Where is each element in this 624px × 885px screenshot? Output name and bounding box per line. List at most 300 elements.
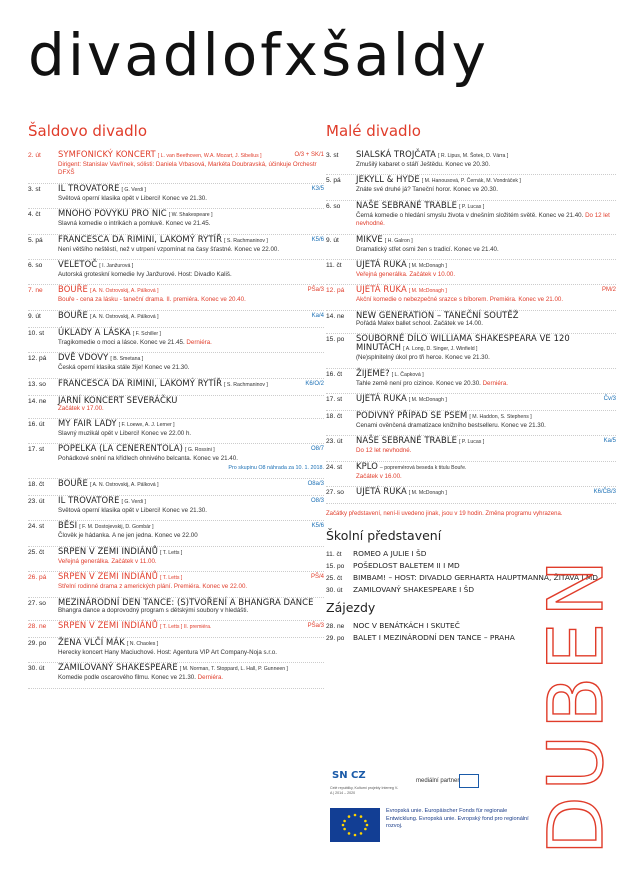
event-title: NEW GENERATION – TANEČNÍ SOUTĚŽ bbox=[356, 309, 519, 320]
event-description-text: Slavný muzikál opět v Liberci! Konec ve 22.00 h. bbox=[58, 430, 192, 438]
event-credit: [ M. McDonagh ] bbox=[408, 263, 447, 270]
event-day: 28. ne bbox=[28, 622, 47, 630]
event-headline bbox=[58, 621, 324, 632]
event-item bbox=[28, 638, 324, 657]
event-description bbox=[356, 161, 616, 169]
event-title: MIKVE bbox=[356, 233, 383, 244]
event-group-note: Pro skupinu O8 náhrada za 10. 1. 2018. bbox=[228, 464, 324, 471]
event-title: ŽENA VLČÍ MÁK bbox=[58, 636, 125, 647]
event-subscription-code: K6/O/2 bbox=[305, 380, 324, 387]
event-item bbox=[28, 479, 324, 490]
event-description bbox=[356, 422, 616, 430]
event-day: 16. út bbox=[28, 421, 45, 429]
event-credit: [ P. Lucas ] bbox=[458, 203, 485, 210]
event-headline bbox=[356, 411, 616, 422]
event-day: 16. čt bbox=[326, 370, 343, 378]
event-description bbox=[58, 583, 324, 591]
event-item bbox=[28, 379, 324, 390]
event-description-text: Autorská groteskní komedie Ivy Janžurové. Host: Divadlo Kališ. bbox=[58, 271, 232, 279]
event-title: BOUŘE bbox=[58, 284, 88, 295]
event-body bbox=[58, 379, 324, 390]
event-title: SIALSKÁ TROJČATA bbox=[356, 149, 436, 159]
event-headline bbox=[356, 394, 616, 405]
event-item bbox=[28, 598, 324, 615]
event-credit: [ G. Rossini ] bbox=[184, 447, 215, 454]
event-body bbox=[356, 260, 616, 279]
sn-cz-logo: SN CZ bbox=[332, 770, 366, 781]
event-credit: [ A. Long, D. Singer, J. Winfield ] bbox=[403, 346, 478, 353]
event-description-text: Dramatický střet osmi žen s tradicí. Konec ve 21.40. bbox=[356, 245, 499, 253]
event-title: UJETÁ RUKA bbox=[356, 284, 407, 295]
event-credit: [ S. Rachmaninov ] bbox=[224, 381, 268, 388]
event-headline bbox=[58, 663, 324, 674]
event-item bbox=[28, 285, 324, 304]
event-headline bbox=[58, 209, 324, 220]
event-item bbox=[326, 285, 616, 304]
event-body bbox=[58, 496, 324, 515]
event-day: 29. po bbox=[28, 639, 47, 647]
event-day: 24. st bbox=[28, 523, 45, 531]
eu-funding-text: Evropská unie. Europäischer Fonds für regionale Entwicklung. Evropská unie. Evropský fond pro regionální rozvoj. bbox=[386, 808, 529, 829]
event-warning: Veřejná generálka. Začátek v 10.00. bbox=[356, 271, 456, 279]
saldovo-divadlo-column bbox=[28, 122, 324, 689]
event-headline bbox=[58, 547, 324, 558]
event-headline bbox=[58, 638, 324, 649]
event-credit: [ G. Verdi ] bbox=[121, 498, 146, 505]
event-headline bbox=[58, 419, 324, 430]
event-headline bbox=[58, 184, 324, 195]
event-body bbox=[58, 521, 324, 540]
list-item-text: BIMBAM! – HOST: DIVADLO GERHARTA HAUPTMANNA, ŽITAVA I MD bbox=[353, 573, 598, 583]
month-svg bbox=[531, 475, 620, 855]
event-title: ZAMILOVANÝ SHAKESPEARE bbox=[58, 662, 178, 673]
event-day: 27. so bbox=[326, 489, 344, 497]
event-description bbox=[58, 296, 324, 304]
event-day: 9. út bbox=[28, 312, 41, 320]
event-credit: [ M. Hanousová, P. Černák, M. Vondráček ] bbox=[421, 178, 521, 185]
event-description-text: Světová operní klasika opět v Liberci! Konec ve 21.30. bbox=[58, 506, 207, 514]
event-subscription-code: PŠa/3 bbox=[307, 287, 324, 294]
event-credit: [ W. Shakespeare ] bbox=[168, 212, 213, 219]
event-body bbox=[356, 334, 616, 362]
event-description bbox=[356, 186, 616, 194]
event-credit: [ M. McDonagh ] bbox=[408, 397, 447, 404]
event-body bbox=[356, 285, 616, 304]
event-item bbox=[28, 547, 324, 566]
event-credit: [ N. Chaoles ] bbox=[126, 640, 159, 647]
event-description bbox=[58, 161, 324, 178]
event-title: MNOHO POVYKU PRO NIC bbox=[58, 208, 167, 219]
event-headline bbox=[58, 235, 324, 246]
event-warning: Do 12 let nevhodné. bbox=[356, 447, 412, 455]
event-description-text: Člověk je hádanka. A ne jen jedna. Konec ve 22.00 bbox=[58, 532, 198, 540]
event-headline bbox=[58, 328, 324, 339]
event-description bbox=[58, 455, 324, 463]
event-description bbox=[58, 246, 324, 254]
event-body bbox=[58, 209, 324, 228]
event-day: 23. út bbox=[326, 438, 343, 446]
event-day: 6. so bbox=[28, 262, 43, 270]
event-credit: [ H. Galron ] bbox=[384, 237, 413, 244]
month-text: DUBEN bbox=[531, 553, 620, 855]
event-subscription-code: O/3 + SK/1 bbox=[294, 152, 324, 158]
event-description-text: Bhangra dance a doprovodný program s dětskými soubory v hledášti. bbox=[58, 606, 249, 614]
event-day: 2. út bbox=[28, 152, 41, 159]
month-vertical-title bbox=[531, 475, 620, 855]
event-warning: Derniéra. bbox=[480, 379, 509, 387]
event-headline bbox=[356, 334, 616, 354]
theatre-logo: divadlofxšaldy bbox=[28, 21, 489, 89]
event-description-text: Není většího neštěstí, než v utrpení vzpomínat na časy šťastné. Konec ve 22.00. bbox=[58, 245, 280, 253]
event-credit: [ F. Loewe, A. J. Lerner ] bbox=[118, 422, 175, 429]
event-title: KPLO bbox=[356, 460, 378, 471]
list-item-text: BALET I MEZINÁRODNÍ DEN TANCE – PRAHA bbox=[353, 633, 515, 643]
event-subscription-code: O8a/3 bbox=[307, 480, 324, 487]
event-item bbox=[326, 436, 616, 455]
event-day: 24. st bbox=[326, 463, 343, 471]
event-day: 30. út bbox=[28, 665, 45, 673]
event-title: NAŠE SEBRANÉ TRABLE bbox=[356, 199, 457, 210]
event-credit: [ R. Lipus, M. Šotek, D. Várra ] bbox=[437, 153, 509, 159]
event-item bbox=[326, 175, 616, 194]
event-headline bbox=[58, 379, 324, 390]
event-body bbox=[58, 184, 324, 203]
event-description bbox=[58, 607, 324, 615]
event-subscription-code: K6/ČB/3 bbox=[593, 489, 616, 496]
sn-cz-caption: Celé republiky, Kulturní projekty Interreg V-A | 2014 – 2020 bbox=[330, 786, 399, 795]
event-day: 18. čt bbox=[28, 480, 45, 488]
event-headline bbox=[356, 285, 616, 296]
event-item bbox=[28, 444, 324, 472]
event-title: BOUŘE bbox=[58, 477, 88, 488]
event-body bbox=[58, 328, 324, 347]
event-day: 17. st bbox=[326, 396, 343, 404]
event-day: 4. čt bbox=[28, 211, 41, 219]
event-day: 26. pá bbox=[28, 574, 47, 582]
event-item bbox=[326, 150, 616, 169]
event-day: 27. so bbox=[28, 599, 46, 607]
event-day: 7. ne bbox=[28, 287, 43, 295]
list-item-day: 25. čt bbox=[326, 575, 343, 583]
event-subscription-code: PŠa/3 bbox=[307, 622, 324, 629]
event-headline bbox=[58, 396, 324, 405]
event-credit: [ M. McDonagh ] bbox=[408, 288, 447, 295]
event-title: FRANCESCA DA RIMINI, LAKOMÝ RYTÍŘ bbox=[58, 377, 223, 388]
event-day: 23. út bbox=[28, 497, 45, 505]
event-day: 14. ne bbox=[28, 397, 47, 405]
event-credit: [ G. Verdi ] bbox=[121, 186, 146, 193]
event-description-text: Světová operní klasika opět v Liberci! Konec ve 21.30. bbox=[58, 194, 207, 202]
trips-heading: Zájezdy bbox=[326, 600, 376, 616]
event-body bbox=[58, 260, 324, 279]
event-body bbox=[58, 572, 324, 591]
event-day: 13. so bbox=[28, 380, 46, 388]
event-title: ÚKLADY A LÁSKA bbox=[58, 326, 131, 337]
event-description-text: Tahle země není pro cizince. Konec ve 20.30. bbox=[356, 379, 481, 387]
event-body bbox=[356, 394, 616, 405]
event-description bbox=[58, 405, 324, 413]
event-credit: [ F. M. Dostojevskij, D. Gombár ] bbox=[79, 524, 154, 531]
event-subscription-code: K5/6 bbox=[311, 523, 324, 530]
event-subscription-code: PM/2 bbox=[601, 287, 616, 294]
event-separator bbox=[28, 688, 324, 689]
event-body bbox=[356, 311, 616, 328]
event-credit: [ L. van Beethoven, W.A. Mozart, J. Sibelius ] bbox=[157, 153, 262, 159]
event-headline bbox=[58, 572, 324, 583]
event-headline bbox=[356, 369, 616, 380]
event-credit: [ T. Letts ] II. premiéra. bbox=[159, 623, 212, 630]
event-credit: [ M. Haddon, S. Stephens ] bbox=[469, 414, 532, 421]
event-headline bbox=[356, 150, 616, 161]
event-item bbox=[28, 328, 324, 347]
event-body bbox=[356, 175, 616, 194]
event-description-text: Akční komedie o nebezpečné srazce s bíborem. Premiéra. Konec ve 21.00. bbox=[356, 296, 564, 304]
event-day: 3. st bbox=[326, 152, 339, 159]
event-credit: [ P. Lucas ] bbox=[458, 439, 485, 446]
event-day: 18. čt bbox=[326, 413, 343, 421]
event-subscription-code: O8/3 bbox=[310, 497, 324, 504]
event-headline bbox=[356, 311, 616, 320]
event-item bbox=[326, 260, 616, 279]
event-description-text: Herecky koncert Hany Maciuchové. Host: Agentura VIP Art Company-Noja s.r.o. bbox=[58, 648, 277, 656]
event-day: 5. pá bbox=[326, 177, 341, 185]
event-body bbox=[356, 436, 616, 455]
event-item bbox=[28, 311, 324, 322]
event-title: FRANCESCA DA RIMINI, LAKOMÝ RYTÍŘ bbox=[58, 233, 223, 244]
list-item-text: NOC V BENÁTKÁCH I SKUTEČ bbox=[353, 621, 460, 631]
event-body bbox=[356, 150, 616, 169]
event-title: NAŠE SEBRANÉ TRABLE bbox=[356, 435, 457, 446]
event-day: 10. st bbox=[28, 329, 45, 337]
event-title: PODIVNÝ PŘÍPAD SE PSEM bbox=[356, 410, 468, 421]
list-item-day: 28. ne bbox=[326, 623, 345, 631]
event-item bbox=[326, 334, 616, 362]
event-item bbox=[326, 394, 616, 405]
event-title: SYMFONICKÝ KONCERT bbox=[58, 149, 156, 159]
event-title: ŽIJEME? bbox=[356, 367, 390, 378]
event-body bbox=[58, 638, 324, 657]
event-description bbox=[356, 246, 616, 254]
list-item-text: ZAMILOVANÝ SHAKESPEARE I ŠD bbox=[353, 585, 475, 595]
event-subscription-code: Ka/5 bbox=[603, 438, 616, 445]
event-body bbox=[58, 663, 324, 682]
media-partner-label: mediální partner bbox=[416, 778, 460, 784]
event-headline bbox=[356, 462, 616, 473]
event-credit: [ A. N. Ostrovskij, A. Pálková ] bbox=[89, 288, 159, 295]
event-credit: [ A. N. Ostrovskij, A. Pálková ] bbox=[89, 313, 159, 320]
event-description bbox=[58, 195, 324, 203]
event-body bbox=[356, 201, 616, 229]
event-day: 11. čt bbox=[326, 262, 342, 270]
event-item bbox=[28, 235, 324, 254]
event-headline bbox=[58, 311, 324, 322]
event-title: JARNÍ KONCERT SEVERÁČKU bbox=[58, 394, 178, 405]
program-note: Začátky představení, není-li uvedeno jinak, jsou v 19 hodin. Změna programu vyhrazena. bbox=[326, 511, 563, 518]
event-credit: [ T. Letts ] bbox=[159, 575, 183, 582]
event-item bbox=[326, 201, 616, 229]
event-credit: [ T. Letts ] bbox=[159, 549, 183, 556]
event-day: 14. ne bbox=[326, 312, 345, 320]
event-subscription-code: O8/7 bbox=[310, 446, 324, 453]
event-headline bbox=[58, 353, 324, 364]
event-description-text: Česká operní klasika stále žije! Konec ve 21.30. bbox=[58, 364, 190, 372]
event-item bbox=[28, 260, 324, 279]
event-headline bbox=[58, 260, 324, 271]
event-description bbox=[356, 296, 616, 304]
sponsor-logos bbox=[330, 770, 540, 860]
event-headline bbox=[356, 175, 616, 186]
event-headline bbox=[58, 521, 324, 532]
event-title: MEZINÁRODNÍ DEN TANCE: (S)TVOŘENÍ A BHANGRA DANCE bbox=[58, 596, 314, 607]
event-title: IL TROVATORE bbox=[58, 182, 120, 193]
event-title: JEKYLL & HYDE bbox=[356, 174, 420, 185]
event-body bbox=[58, 150, 324, 178]
male-divadlo-heading: Malé divadlo bbox=[326, 122, 421, 140]
saldovo-divadlo-heading: Šaldovo divadlo bbox=[28, 122, 148, 140]
event-headline bbox=[58, 479, 324, 490]
event-day: 9. út bbox=[326, 236, 339, 244]
event-description-text: Znáte své druhé já? Taneční horor. Konec ve 20.30. bbox=[356, 186, 498, 194]
event-headline bbox=[58, 444, 324, 455]
event-description bbox=[356, 320, 616, 328]
event-body bbox=[58, 419, 324, 438]
event-body bbox=[58, 353, 324, 372]
event-item bbox=[28, 419, 324, 438]
event-subscription-code: K5/6 bbox=[311, 236, 324, 243]
event-description bbox=[58, 220, 324, 228]
event-item bbox=[28, 496, 324, 515]
event-credit: [ B. Smetana ] bbox=[110, 356, 144, 363]
event-title: UJETÁ RUKA bbox=[356, 486, 407, 497]
event-description bbox=[58, 532, 324, 540]
event-day: 6. so bbox=[326, 202, 341, 210]
left-event-list bbox=[28, 150, 324, 689]
list-item-day: 30. út bbox=[326, 587, 343, 595]
event-warning: Veřejná generálka. Začátek v 11.00. bbox=[58, 557, 157, 565]
event-warning: Do 12 let nevhodné. bbox=[356, 211, 610, 228]
event-description-text: Tragikomedie o moci a lásce. Konec ve 21.45. bbox=[58, 338, 185, 346]
event-credit: [ L. Čapková ] bbox=[391, 371, 424, 378]
event-title: IL TROVATORE bbox=[58, 494, 120, 505]
event-description bbox=[356, 380, 616, 388]
event-description bbox=[58, 649, 324, 657]
event-headline bbox=[58, 285, 324, 296]
event-item bbox=[326, 369, 616, 388]
event-headline bbox=[58, 496, 324, 507]
event-description-text: Bouře - cena za lásku - taneční drama. II. premiéra. Konec ve 20.40. bbox=[58, 296, 246, 304]
event-credit: – popremérová beseda k titulu Bouře. bbox=[379, 464, 467, 471]
event-headline bbox=[356, 201, 616, 212]
event-description bbox=[356, 271, 616, 279]
event-warning: Derniéra. bbox=[195, 674, 224, 682]
eu-flag-icon bbox=[330, 808, 380, 842]
event-title: POPELKA (LA CENERENTOLA) bbox=[58, 443, 183, 454]
event-subscription-code: Ka/4 bbox=[311, 312, 324, 319]
event-headline bbox=[58, 150, 324, 161]
event-body bbox=[356, 235, 616, 254]
event-description-text: Černá komedie o hledání smyslu života v dnešním složitém světě. Konec ve 21.40. bbox=[356, 211, 584, 219]
event-body bbox=[58, 444, 324, 472]
right-event-list bbox=[326, 150, 616, 504]
event-description bbox=[58, 271, 324, 279]
list-item-day: 11. čt bbox=[326, 551, 342, 559]
event-description bbox=[58, 339, 324, 347]
event-title: BĚSI bbox=[58, 520, 78, 531]
event-description bbox=[58, 674, 324, 682]
event-description bbox=[58, 430, 324, 438]
event-description-text: (Ne)splnitelný úkol pro tři herce. Konec ve 21.30. bbox=[356, 354, 490, 362]
event-credit: [ I. Janžurová ] bbox=[99, 263, 134, 270]
event-credit: [ F. Schiller ] bbox=[132, 330, 161, 337]
event-body bbox=[356, 411, 616, 430]
event-title: VELETOČ bbox=[58, 259, 98, 270]
event-description bbox=[58, 558, 324, 566]
event-title: SRPEN V ZEMI INDIÁNŮ bbox=[58, 545, 158, 556]
event-description bbox=[58, 507, 324, 515]
event-title: UJETÁ RUKA bbox=[356, 259, 407, 270]
event-subscription-code: PŠ/4 bbox=[310, 574, 324, 581]
event-day: 17. st bbox=[28, 446, 45, 454]
event-body bbox=[58, 311, 324, 322]
event-item bbox=[28, 184, 324, 203]
event-description-text: Pohádkové snění na křídlech ohnivého belcanta. Konec ve 21.40. bbox=[58, 455, 238, 463]
event-body bbox=[356, 369, 616, 388]
event-item bbox=[326, 311, 616, 328]
event-item bbox=[28, 353, 324, 372]
event-item bbox=[28, 396, 324, 413]
school-performances-heading: Školní představení bbox=[326, 528, 442, 544]
event-item bbox=[28, 663, 324, 682]
event-description-text: Dirigent: Stanislav Vavřínek, sólisti: Daniela Vrbasová, Markéta Doubravská, účinkuje Orchestr DFXŠ bbox=[58, 161, 317, 177]
event-description bbox=[356, 354, 616, 362]
event-item bbox=[28, 621, 324, 632]
event-body bbox=[58, 235, 324, 254]
media-partner-logo bbox=[459, 774, 479, 788]
event-body bbox=[58, 479, 324, 490]
event-body bbox=[58, 547, 324, 566]
event-body bbox=[58, 621, 324, 632]
event-headline bbox=[356, 235, 616, 246]
event-description-text: Slavná komedie o intrikách a pomluvě. Konec ve 21.45. bbox=[58, 220, 211, 228]
event-subscription-code: K3/5 bbox=[311, 185, 324, 192]
event-description-text: Zmušilý kabaret o stáří Ještědu. Konec ve 20.30. bbox=[356, 161, 491, 168]
list-item-text: POŠEDLOST BALETEM II I MD bbox=[353, 561, 460, 571]
event-day: 3. st bbox=[28, 185, 41, 193]
event-item bbox=[28, 150, 324, 178]
event-item bbox=[326, 411, 616, 430]
event-day: 12. pá bbox=[28, 355, 47, 363]
list-item-day: 29. po bbox=[326, 635, 345, 643]
event-credit: [ A. N. Ostrovskij, A. Pálková ] bbox=[89, 481, 159, 488]
event-title: SRPEN V ZEMI INDIÁNŮ bbox=[58, 619, 158, 630]
event-item bbox=[28, 521, 324, 540]
list-item-day: 15. po bbox=[326, 563, 345, 571]
event-title: DVĚ VDOVY bbox=[58, 352, 109, 363]
event-description bbox=[58, 364, 324, 372]
event-warning: Derniéra. bbox=[184, 338, 212, 346]
event-credit: [ M. Norman, T. Stoppard, L. Hall, P. Gunneen ] bbox=[179, 666, 288, 673]
list-item-text: ROMEO A JULIE I ŠD bbox=[353, 549, 427, 559]
event-day: 12. pá bbox=[326, 287, 345, 295]
event-headline bbox=[356, 260, 616, 271]
event-warning: Začátek v 17.00. bbox=[58, 404, 104, 412]
event-title: SOUBORNÉ DÍLO WILLIAMA SHAKESPEARA VE 120 MINUTÁCH bbox=[356, 333, 570, 353]
event-body bbox=[58, 285, 324, 304]
event-description-text: Pořádá Malex ballet school. Začátek ve 14.00. bbox=[356, 319, 483, 327]
event-credit: [ S. Rachmaninov ] bbox=[224, 237, 268, 244]
event-warning: Začátek v 16.00. bbox=[356, 472, 402, 480]
event-body bbox=[58, 598, 324, 615]
